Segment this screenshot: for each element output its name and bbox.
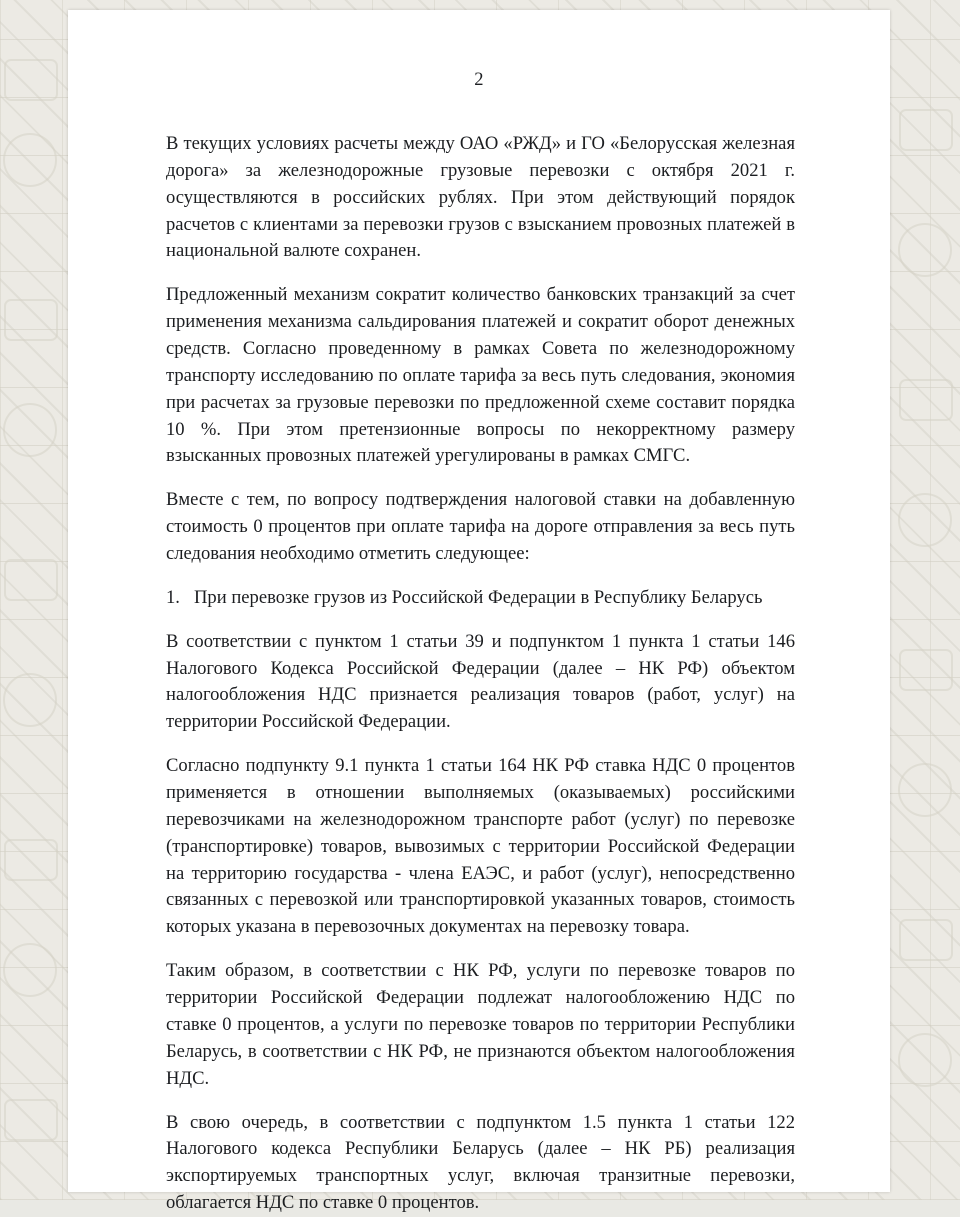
paragraph: В текущих условиях расчеты между ОАО «РЖД» и ГО «Белорусская железная дорога» за железнодорожные грузовые перевозки с октября 2021 г. осуществляются в российских рублях. При этом действующий порядок расчетов с клиентами за перевозки грузов с взысканием провозных платежей в национальной валюте сохранен.	[166, 133, 795, 262]
numbered-list-item	[166, 585, 795, 612]
paragraph: В соответствии с пунктом 1 статьи 39 и подпунктом 1 пункта 1 статьи 146 Налогового Кодекса Российской Федерации (далее – НК РФ) объектом налогообложения НДС признается реализация товаров (работ, услуг) на территории Российской Федерации.	[166, 630, 795, 733]
page-number: 2	[474, 70, 484, 90]
document-page	[68, 10, 890, 1214]
paragraph: Вместе с тем, по вопросу подтверждения налоговой ставки на добавленную стоимость 0 процентов при оплате тарифа на дороге отправления за весь путь следования необходимо отметить следующее:	[166, 489, 795, 565]
paragraph: В свою очередь, в соответствии с подпунктом 1.5 пункта 1 статьи 122 Налогового кодекса Республики Беларусь (далее – НК РБ) реализация экспортируемых транспортных услуг, включая транзитные перевозки, облагается НДС по ставке 0 процентов.	[166, 1111, 795, 1214]
list-item-label: При перевозке грузов из Российской Федерации в Республику Беларусь	[194, 586, 763, 608]
document-body	[166, 131, 795, 1217]
paragraph: Предложенный механизм сократит количество банковских транзакций за счет применения механизма сальдирования платежей и сократит оборот денежных средств. Согласно проведенному в рамках Совета по железнодорожному транспорту исследованию по оплате тарифа за весь путь следования, экономия при расчетах за грузовые перевозки по предложенной схеме составит порядка 10 %. При этом претензионные вопросы по некорректному размеру взысканных провозных платежей урегулированы в рамках СМГС.	[166, 284, 795, 467]
list-item-number: 1.	[166, 586, 180, 608]
paragraph: Таким образом, в соответствии с НК РФ, услуги по перевозке товаров по территории Российской Федерации подлежат налогообложению НДС по ставке 0 процентов, а услуги по перевозке товаров по территории Республики Беларусь, в соответствии с НК РФ, не признаются объектом налогообложения НДС.	[166, 960, 795, 1089]
paragraph: Согласно подпункту 9.1 пункта 1 статьи 164 НК РФ ставка НДС 0 процентов применяется в отношении выполняемых (оказываемых) российскими перевозчиками на железнодорожном транспорте работ (услуг) по перевозке (транспортировке) товаров, вывозимых с территории Российской Федерации на территорию государства - члена ЕАЭС, и работ (услуг), непосредственно связанных с перевозкой или транспортировкой указанных товаров, стоимость которых указана в перевозочных документах на перевозку товара.	[166, 755, 795, 938]
